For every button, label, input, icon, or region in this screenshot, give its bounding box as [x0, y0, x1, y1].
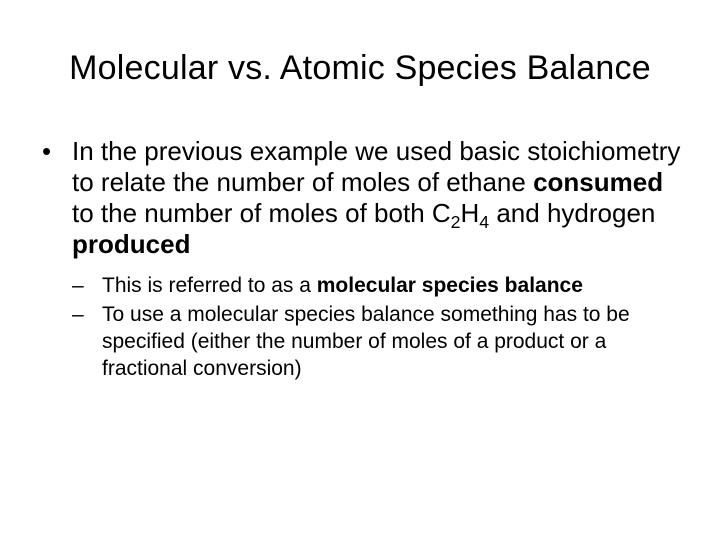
sub-bullet-marker: –	[72, 274, 84, 297]
bullet-main	[36, 136, 686, 260]
bullet-bold-produced: produced	[72, 229, 191, 259]
bullet-text-part: In the previous example we used basic stoichiometry to relate the number of moles of ethane	[72, 136, 681, 197]
subscript-4: 4	[479, 212, 490, 233]
bullet-marker: •	[42, 136, 52, 166]
sub-bullet-molecular-balance	[36, 272, 686, 299]
sub-bullet-specification	[36, 301, 686, 382]
subscript-2: 2	[450, 212, 461, 233]
bullet-text-part: H	[460, 198, 480, 228]
slide-title: Molecular vs. Atomic Species Balance	[69, 49, 651, 87]
bullet-text-part: and hydrogen	[489, 198, 656, 228]
bullet-bold-consumed: consumed	[533, 167, 664, 197]
slide-body	[36, 136, 686, 384]
sub-bullet-text: This is referred to as a	[102, 274, 317, 297]
sub-bullet-marker: –	[72, 303, 84, 326]
sub-bullet-bold: molecular species balance	[316, 274, 583, 297]
bullet-text-part: to the number of moles of both C	[72, 198, 451, 228]
sub-bullet-text: To use a molecular species balance something has to be specified (either the number of moles of a product or a fractional conversion)	[102, 303, 630, 380]
